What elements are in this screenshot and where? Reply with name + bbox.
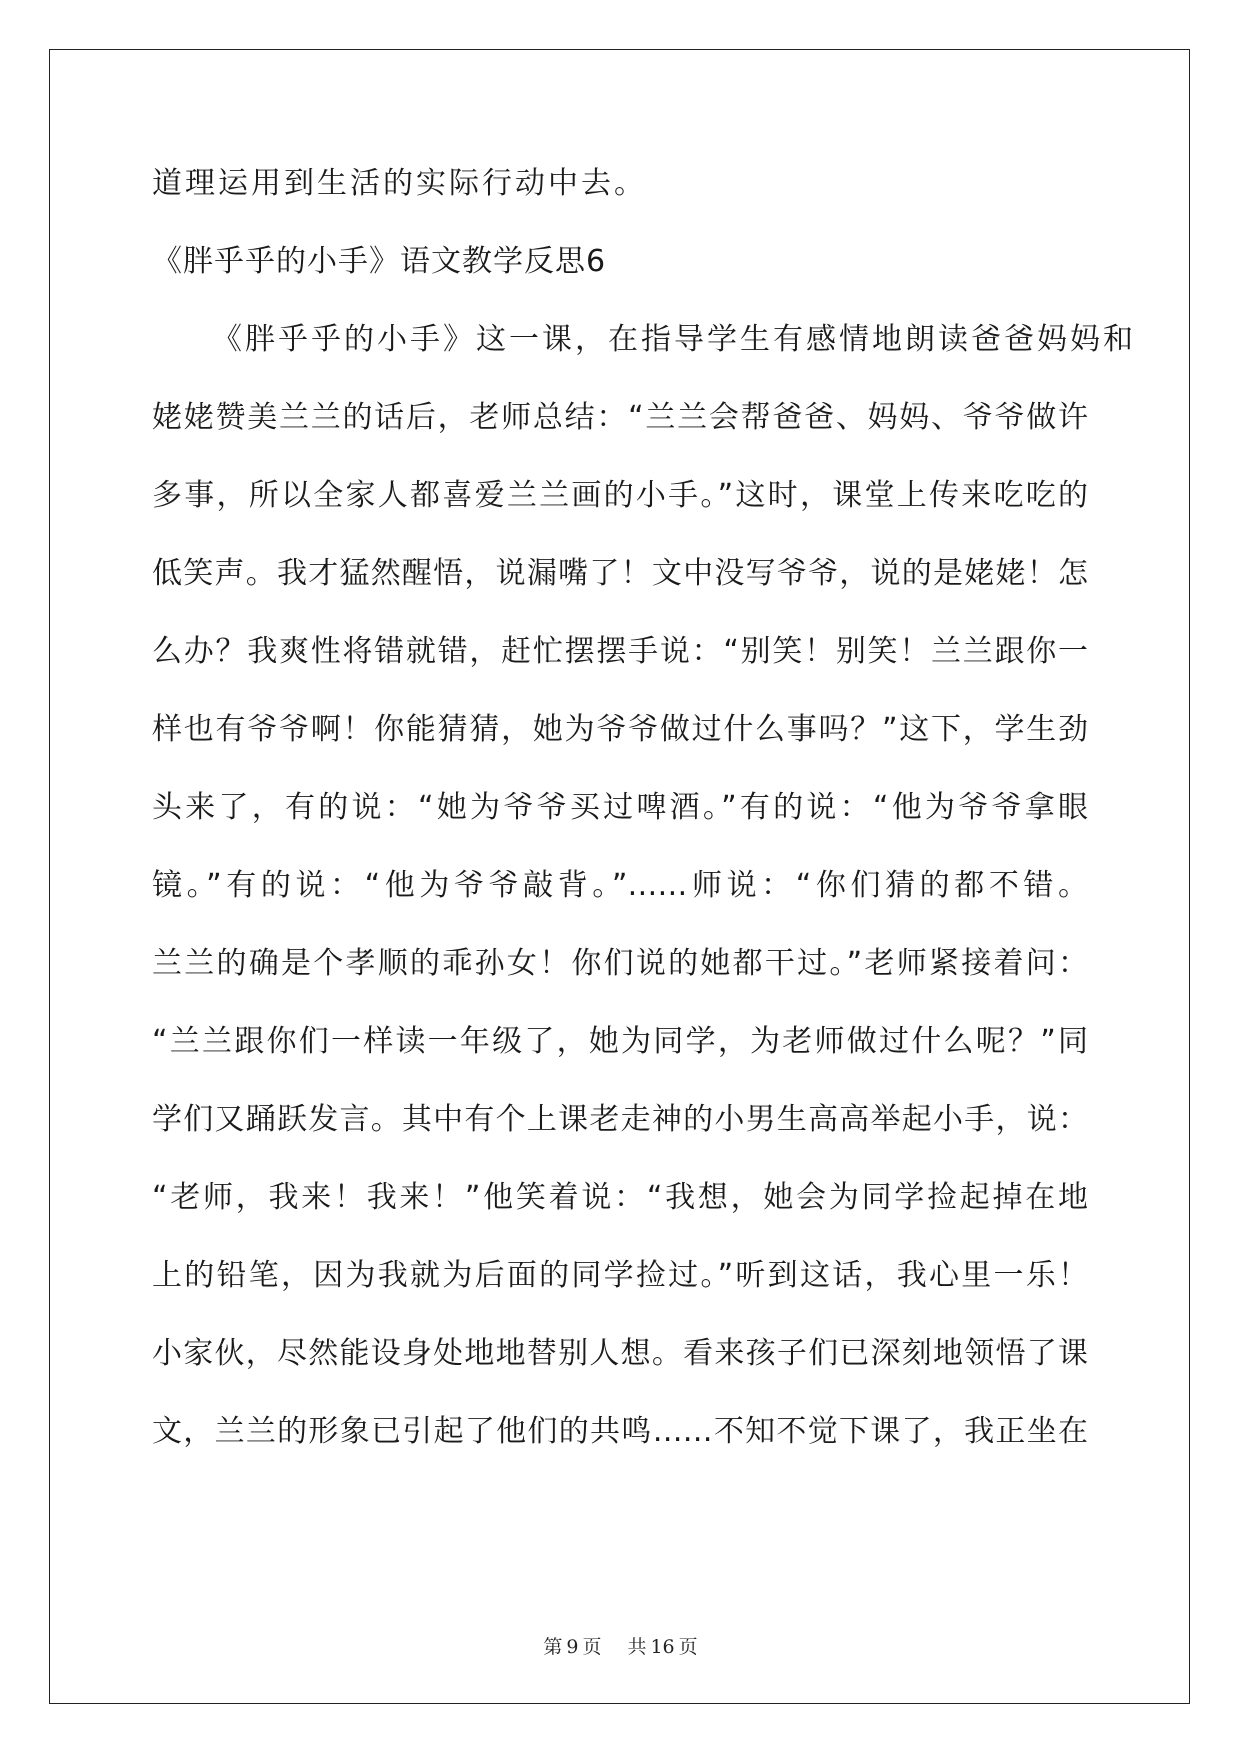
- total-suffix: 页: [678, 1636, 698, 1658]
- text-line: 样也有爷爷啊！你能猜猜，她为爷爷做过什么事吗？”这下，学生劲: [152, 712, 1088, 747]
- page-prefix: 第: [543, 1636, 563, 1658]
- text-line: 么办？我爽性将错就错，赶忙摆摆手说：“别笑！别笑！兰兰跟你一: [152, 634, 1088, 669]
- total-prefix: 共: [627, 1636, 647, 1658]
- text-line: 学们又踊跃发言。其中有个上课老走神的小男生高高举起小手，说：: [152, 1102, 1088, 1137]
- page-suffix: 页: [582, 1636, 602, 1658]
- text-line: 道理运用到生活的实际行动中去。: [152, 166, 647, 201]
- text-line: 姥姥赞美兰兰的话后，老师总结：“兰兰会帮爸爸、妈妈、爷爷做许: [152, 400, 1088, 435]
- document-body: [152, 160, 1136, 1486]
- page-footer: [0, 1632, 1241, 1659]
- text-line: “兰兰跟你们一样读一年级了，她为同学，为老师做过什么呢？”同: [152, 1024, 1088, 1059]
- text-line: 低笑声。我才猛然醒悟，说漏嘴了！文中没写爷爷，说的是姥姥！怎: [152, 556, 1088, 591]
- text-line: 头来了，有的说：“她为爷爷买过啤酒。”有的说：“他为爷爷拿眼: [152, 790, 1088, 825]
- text-line: 多事，所以全家人都喜爱兰兰画的小手。”这时，课堂上传来吃吃的: [152, 478, 1088, 513]
- section-heading: 《胖乎乎的小手》语文教学反思6: [152, 244, 607, 279]
- text-line: “老师，我来！我来！”他笑着说：“我想，她会为同学捡起掉在地: [152, 1180, 1088, 1215]
- text-line: 镜。”有的说：“他为爷爷敲背。”……师说：“你们猜的都不错。: [152, 868, 1088, 903]
- text-line: 兰兰的确是个孝顺的乖孙女！你们说的她都干过。”老师紧接着问：: [152, 946, 1088, 981]
- total-pages: 16: [650, 1636, 675, 1658]
- page-number: 9: [566, 1636, 579, 1658]
- text-line: 上的铅笔，因为我就为后面的同学捡过。”听到这话，我心里一乐！: [152, 1258, 1088, 1293]
- text-line: 文，兰兰的形象已引起了他们的共鸣……不知不觉下课了，我正坐在: [152, 1414, 1088, 1449]
- text-line: 《胖乎乎的小手》这一课，在指导学生有感情地朗读爸爸妈妈和: [212, 322, 1136, 357]
- text-line: 小家伙，尽然能设身处地地替别人想。看来孩子们已深刻地领悟了课: [152, 1336, 1088, 1371]
